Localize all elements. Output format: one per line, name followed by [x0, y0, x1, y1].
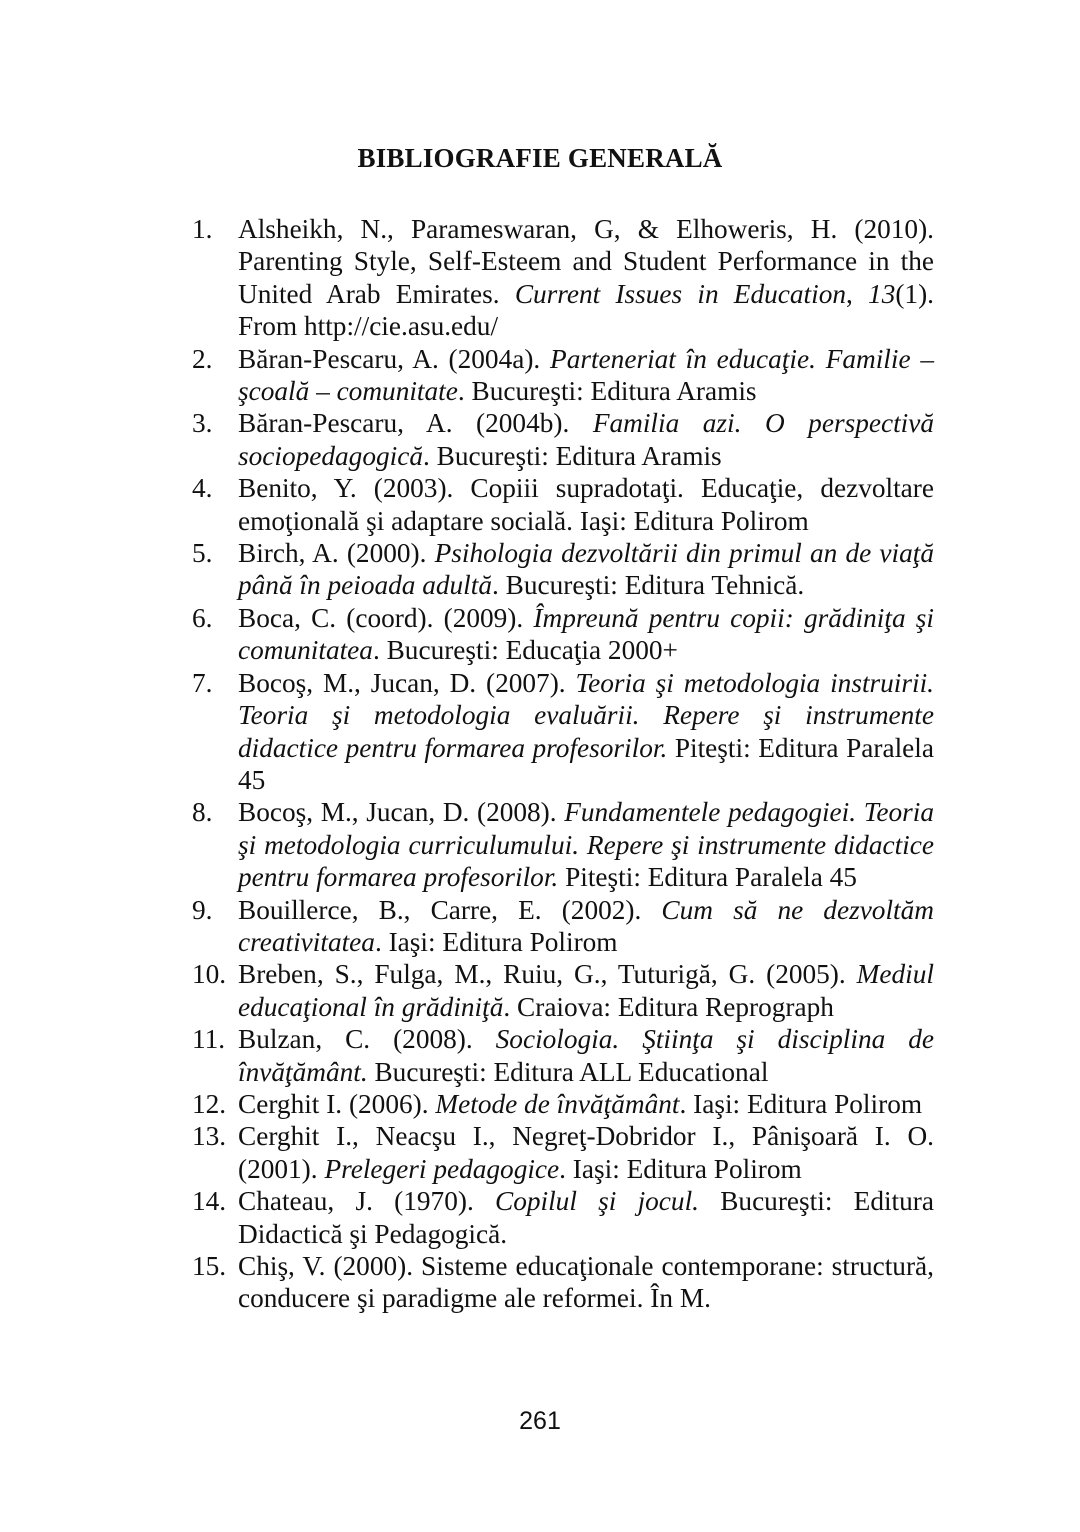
entry-text [238, 894, 934, 959]
entry-text [238, 796, 934, 893]
entry-text [238, 667, 934, 797]
entry-text [238, 602, 934, 667]
entry-title-italic: Mediul educaţional în grădiniţă [238, 959, 934, 1022]
page-number: 261 [519, 1407, 561, 1435]
entry-title-italic: Metode de învăţământ [435, 1088, 680, 1119]
entry-number: 4. [192, 473, 213, 504]
entry-title-italic: Sociologia. Ştiinţa şi disciplina de învăţământ. [238, 1024, 934, 1087]
bibliography-list [190, 213, 934, 1315]
entry-text-segment: . Craiova: Editura Reprograph [503, 991, 834, 1022]
entry-text-segment: Breben, S., Fulga, M., Ruiu, G., Tuturigă, G. (2005). [238, 959, 857, 990]
entry-text-segment: . Iaşi: Editura Polirom [679, 1088, 923, 1119]
entry-text-segment: Băran-Pescaru, A. (2004a). [238, 343, 551, 374]
entry-text-segment: (1). From http://cie.asu.edu/ [238, 278, 934, 342]
entry-text-segment: . Bucureşti: Educaţia 2000+ [372, 635, 678, 666]
entry-text-segment: Băran-Pescaru, A. (2004b). [238, 408, 593, 439]
entry-text [238, 343, 934, 408]
bibliography-entry [190, 213, 934, 343]
entry-title-italic: Current Issues in Education [514, 278, 847, 309]
entry-number: 8. [192, 797, 213, 828]
entry-text [238, 1088, 934, 1120]
entry-text-segment: Bouillerce, B., Carre, E. (2002). [238, 894, 662, 925]
entry-text-segment: Benito, Y. (2003). Copiii supradotaţi. Educaţie, dezvoltare emoţională şi adaptare socială. Iaşi: Editura Polirom [238, 473, 934, 536]
entry-text-segment: Chiş, V. (2000). Sisteme educaţionale contemporane: structură, conducere şi paradigme ale reformei. În M. [238, 1251, 934, 1314]
bibliography-entry [190, 894, 934, 959]
bibliography-entry [190, 796, 934, 893]
bibliography-entry [190, 1250, 934, 1315]
entry-text-segment: Cerghit I., Neacşu I., Negreţ-Dobridor I., Pânişoară I. O. (2001). [238, 1121, 934, 1184]
entry-text-segment: Chateau, J. (1970). [238, 1186, 495, 1217]
entry-text-segment: Bucureşti: Editura ALL Educational [367, 1056, 769, 1087]
entry-title-italic: Parteneriat în educaţie. Familie – şcoală – comunitate [238, 343, 935, 407]
entry-text-segment: Boca, C. (coord). (2009). [238, 602, 534, 633]
entry-number: 3. [192, 408, 213, 439]
bibliography-entry [190, 1023, 934, 1088]
entry-text [238, 213, 934, 343]
entry-title-italic: Familia azi. O perspectivă sociopedagogică [238, 408, 935, 471]
entry-text-segment: Bocoş, M., Jucan, D. (2008). [238, 797, 565, 828]
entry-text [238, 407, 934, 472]
bibliography-entry [190, 1120, 934, 1185]
entry-text-segment: . Iaşi: Editura Polirom [559, 1153, 802, 1184]
entry-number: 5. [192, 538, 213, 569]
entry-text-segment: Cerghit I. (2006). [238, 1088, 436, 1119]
page-title: BIBLIOGRAFIE GENERALĂ [357, 143, 723, 173]
entry-text [238, 472, 934, 537]
entry-text-segment: . Iaşi: Editura Polirom [374, 926, 618, 957]
entry-title-italic: Psihologia dezvoltării din primul an de viaţă până în peioada adultă [238, 538, 934, 601]
entry-text-segment: . Bucureşti: Editura Tehnică. [492, 570, 805, 601]
bibliography-entry [190, 1185, 934, 1250]
entry-text-segment: Bucureşti: Editura Didactică şi Pedagogică. [238, 1186, 934, 1249]
entry-text-segment: Bocoş, M., Jucan, D. (2007). [238, 667, 576, 698]
bibliography-entry [190, 958, 934, 1023]
bibliography-entry [190, 1088, 934, 1120]
entry-text [238, 1250, 934, 1315]
bibliography-entry [190, 472, 934, 537]
entry-number: 11. [192, 1024, 226, 1055]
entry-text-segment: , [846, 278, 869, 309]
entry-text-segment: Piteşti: Editura Paralela 45 [238, 732, 934, 795]
entry-number: 10. [192, 959, 227, 990]
entry-number: 7. [192, 667, 213, 698]
entry-title-italic: Cum să ne dezvoltăm creativitatea [238, 894, 934, 957]
entry-title-italic: Teoria şi metodologia instruirii. Teoria şi metodologia evaluării. Repere şi instrumente didactice pentru formarea profesorilor. [238, 667, 934, 763]
entry-number: 12. [192, 1088, 227, 1119]
entry-text [238, 1120, 934, 1185]
entry-title-italic: 13 [868, 278, 896, 309]
bibliography-entry [190, 602, 934, 667]
entry-number: 9. [192, 894, 213, 925]
bibliography-entry [190, 407, 934, 472]
entry-number: 6. [192, 602, 213, 633]
entry-number: 1. [192, 214, 213, 244]
entry-text-segment: . Bucureşti: Editura Aramis [457, 376, 757, 407]
entry-text [238, 1185, 934, 1250]
entry-title-italic: Fundamentele pedagogiei. Teoria şi metodologia curriculumului. Repere şi instrumente didactice pentru formarea profesorilor. [238, 797, 934, 893]
entry-number: 13. [192, 1121, 227, 1152]
entry-number: 2. [192, 343, 213, 374]
bibliography-entry [190, 667, 934, 797]
entry-text [238, 537, 934, 602]
bibliography-entry [190, 537, 934, 602]
entry-text [238, 1023, 934, 1088]
entry-title-italic: Împreună pentru copii: grădiniţa şi comunitatea [238, 602, 934, 666]
entry-title-italic: Prelegeri pedagogice [324, 1153, 560, 1184]
bibliography-entry [190, 343, 934, 408]
entry-text-segment: Birch, A. (2000). [238, 538, 435, 569]
entry-title-italic: Copilul şi jocul. [495, 1186, 699, 1217]
entry-text-segment: Alsheikh, N., Parameswaran, G, & Elhoweris, H. (2010). Parenting Style, Self-Esteem and Student Performance in the United Arab Emirates. [238, 214, 934, 309]
entry-text-segment: Bulzan, C. (2008). [238, 1024, 496, 1055]
entry-text-segment: Piteşti: Editura Paralela 45 [558, 862, 857, 893]
entry-number: 14. [192, 1186, 227, 1217]
entry-number: 15. [192, 1251, 227, 1281]
entry-text [238, 958, 934, 1023]
entry-text-segment: . Bucureşti: Editura Aramis [422, 440, 722, 471]
